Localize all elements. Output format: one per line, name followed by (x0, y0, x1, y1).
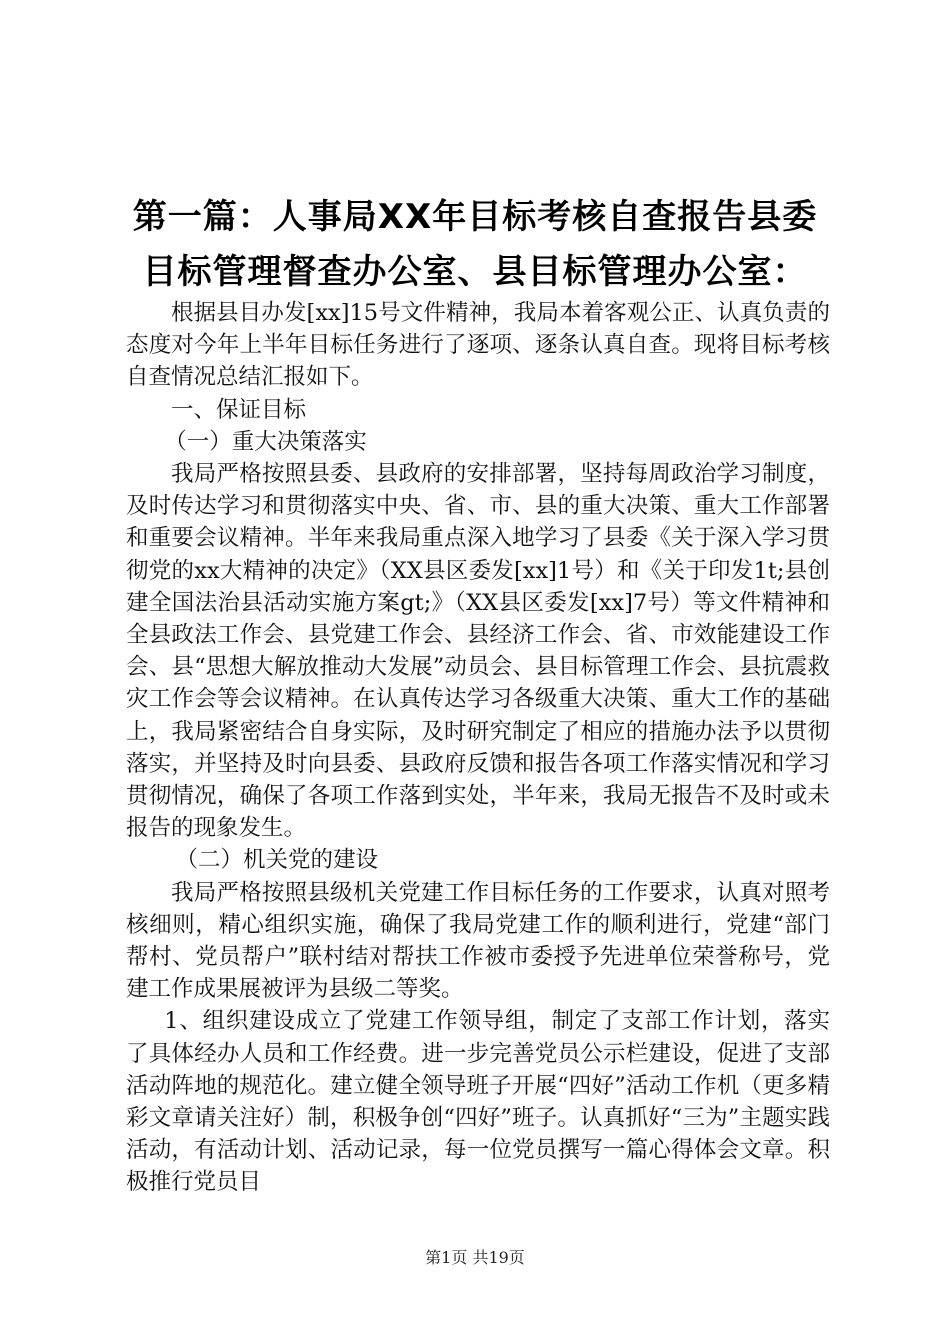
subsection-heading-1: （一）重大决策落实 (164, 428, 367, 455)
document-body (126, 297, 830, 1199)
section-heading-1: 一、保证目标 (171, 396, 307, 423)
document-title-line-2: 目标管理督查办公室、县目标管理办公室： (142, 252, 808, 292)
subsection-heading-2: （二）机关党的建设 (175, 847, 379, 874)
page-footer: 第1页 共19页 (425, 1248, 525, 1267)
document-title-line-1: 第一篇：人事局XX年目标考核自查报告县委 (132, 197, 818, 237)
body-paragraph: 1、组织建设成立了党建工作领导组，制定了支部工作计划，落实了具体经办人员和工作经费。进一步完善党员公示栏建设，促进了支部活动阵地的规范化。建立健全领导班子开展“四好”活动工作机（更多精彩文章请关注好）制，积极争创“四好”班子。认真抓好“三为”主题实践活动，有活动计划、活动记录，每一位党员撰写一篇心得体会文章。积极推行党员目 (126, 1008, 830, 1196)
intro-paragraph: 根据县目办发[xx]15号文件精神，我局本着客观公正、认真负责的态度对今年上半年目标任务进行了逐项、逐条认真自查。现将目标考核自查情况总结汇报如下。 (126, 300, 830, 391)
body-paragraph: 我局严格按照县级机关党建工作目标任务的工作要求，认真对照考核细则，精心组织实施，确保了我局党建工作的顺利进行，党建“部门帮村、党员帮户”联村结对帮扶工作被市委授予先进单位荣誉称号，党建工作成果展被评为县级二等奖。 (126, 879, 830, 1003)
body-paragraph: 我局严格按照县委、县政府的安排部署，坚持每周政治学习制度，及时传达学习和贯彻落实中央、省、市、县的重大决策、重大工作部署和重要会议精神。半年来我局重点深入地学习了县委《关于深入学习贯彻党的xx大精神的决定》（XX县区委发[xx]1号）和《关于印发1t;县创建全国法治县活动实施方案gt;》（XX县区委发[xx]7号）等文件精神和全县政法工作会、县党建工作会、县经济工作会、省、市效能建设工作会、县“思想大解放推动大发展”动员会、县目标管理工作会、县抗震救灾工作会等会议精神。在认真传达学习各级重大决策、重大工作的基础上，我局紧密结合自身实际，及时研究制定了相应的措施办法予以贯彻落实，并坚持及时向县委、县政府反馈和报告各项工作落实情况和学习贯彻情况，确保了各项工作落到实处，半年来，我局无报告不及时或未报告的现象发生。 (126, 461, 830, 842)
